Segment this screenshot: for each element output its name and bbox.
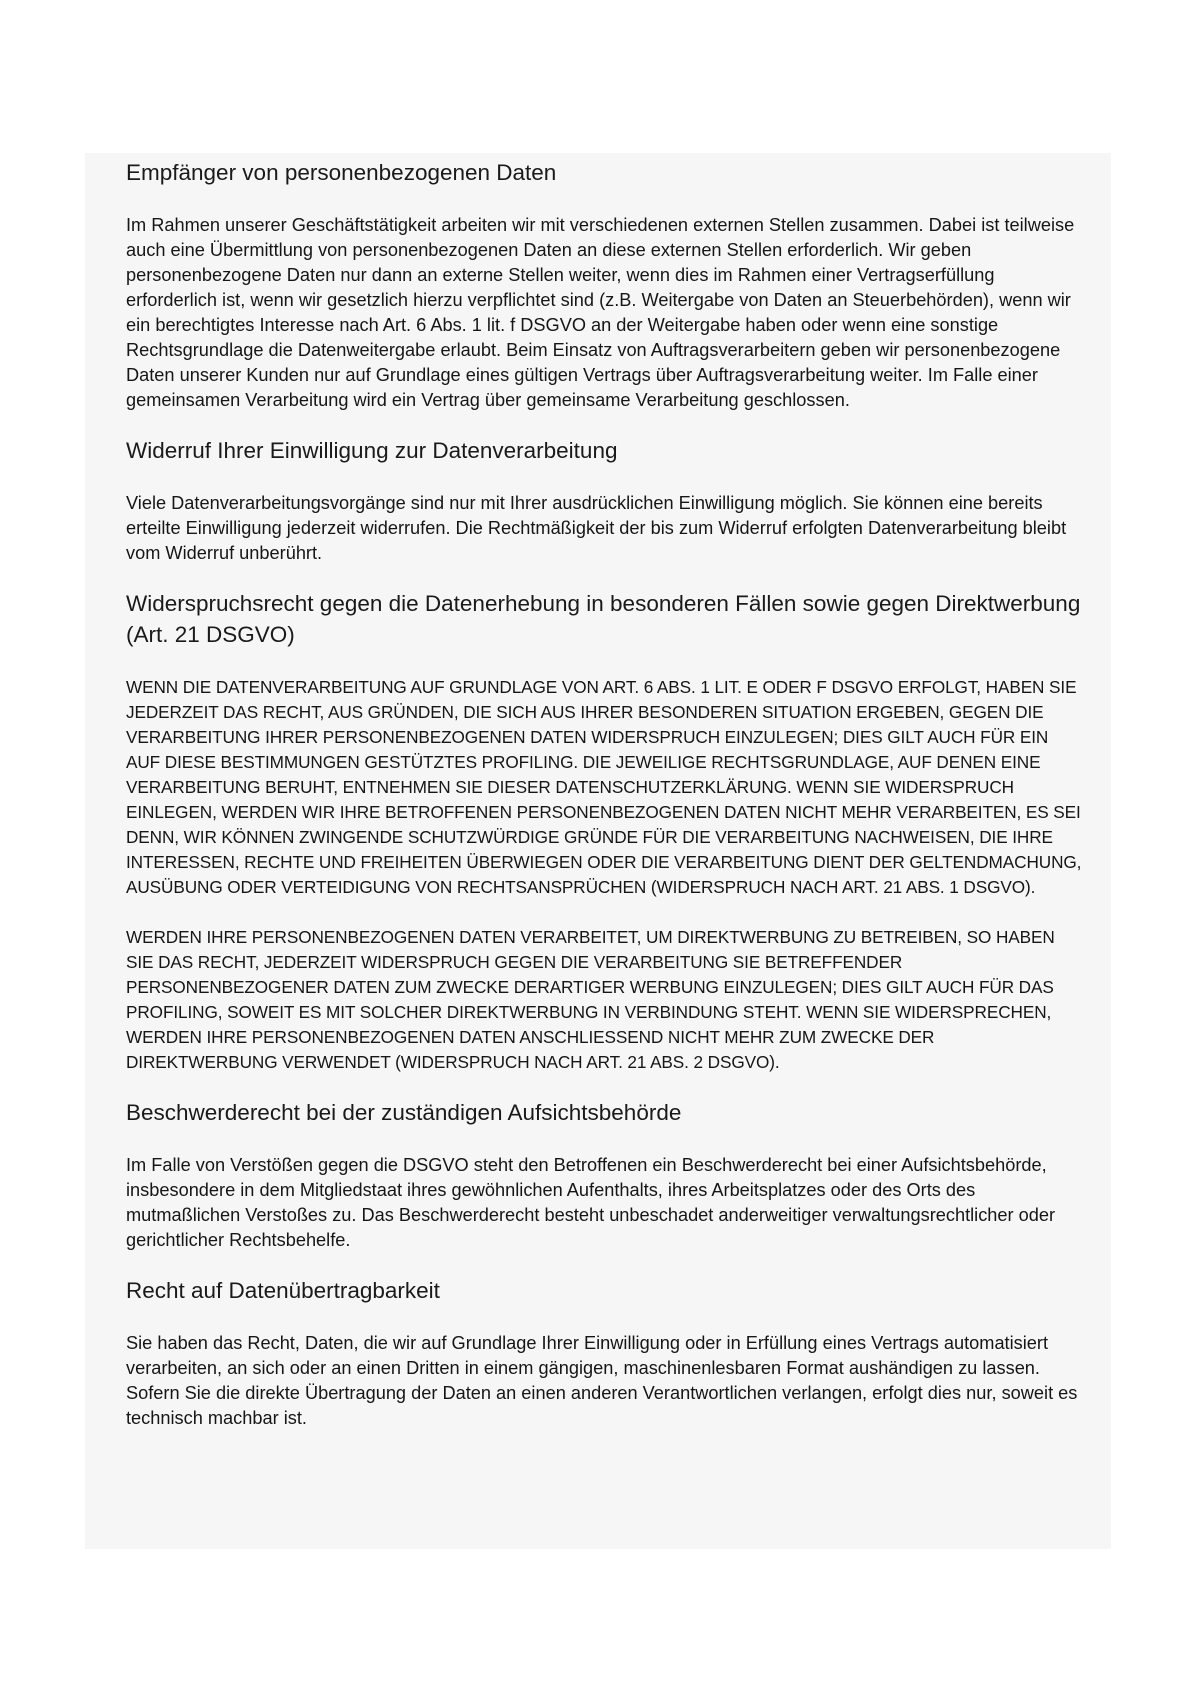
section-beschwerderecht [126, 1097, 1086, 1253]
section-paragraph: WENN DIE DATENVERARBEITUNG AUF GRUNDLAGE VON ART. 6 ABS. 1 LIT. E ODER F DSGVO ERFOLGT, HABEN SIE JEDERZEIT DAS RECHT, AUS GRÜNDEN, DIE SICH AUS IHRER BESONDEREN SITUATION ERGEBEN, GEGEN DIE VERARBEITUNG IHRER PERSONENBEZOGENEN DATEN WIDERSPRUCH EINZULEGEN; DIES GILT AUCH FÜR EIN AUF DIESE BESTIMMUNGEN GESTÜTZTES PROFILING. DIE JEWEILIGE RECHTSGRUNDLAGE, AUF DENEN EINE VERARBEITUNG BERUHT, ENTNEHMEN SIE DIESER DATENSCHUTZERKLÄRUNG. WENN SIE WIDERSPRUCH EINLEGEN, WERDEN WIR IHRE BETROFFENEN PERSONENBEZOGENEN DATEN NICHT MEHR VERARBEITEN, ES SEI DENN, WIR KÖNNEN ZWINGENDE SCHUTZWÜRDIGE GRÜNDE FÜR DIE VERARBEITUNG NACHWEISEN, DIE IHRE INTERESSEN, RECHTE UND FREIHEITEN ÜBERWIEGEN ODER DIE VERARBEITUNG DIENT DER GELTENDMACHUNG, AUSÜBUNG ODER VERTEIDIGUNG VON RECHTSANSPRÜCHEN (WIDERSPRUCH NACH ART. 21 ABS. 1 DSGVO). [126, 677, 1082, 897]
section-heading: Beschwerderecht bei der zuständigen Aufsichtsbehörde [126, 1100, 682, 1125]
section-heading: Empfänger von personenbezogenen Daten [126, 160, 557, 185]
section-paragraph: Viele Datenverarbeitungsvorgänge sind nur mit Ihrer ausdrücklichen Einwilligung möglich. Sie können eine bereits erteilte Einwilligung jederzeit widerrufen. Die Rechtmäßigkeit der bis zum Widerruf erfolgten Datenverarbeitung bleibt vom Widerruf unberührt. [126, 493, 1067, 563]
section-widerspruchsrecht [126, 588, 1086, 1075]
section-heading: Widerruf Ihrer Einwilligung zur Datenverarbeitung [126, 438, 618, 463]
section-datenuebertragbarkeit [126, 1275, 1086, 1431]
section-heading: Recht auf Datenübertragbarkeit [126, 1278, 440, 1303]
section-paragraph: WERDEN IHRE PERSONENBEZOGENEN DATEN VERARBEITET, UM DIREKTWERBUNG ZU BETREIBEN, SO HABEN SIE DAS RECHT, JEDERZEIT WIDERSPRUCH GEGEN DIE VERARBEITUNG SIE BETREFFENDER PERSONENBEZOGENER DATEN ZUM ZWECKE DERARTIGER WERBUNG EINZULEGEN; DIES GILT AUCH FÜR DAS PROFILING, SOWEIT ES MIT SOLCHER DIREKTWERBUNG IN VERBINDUNG STEHT. WENN SIE WIDERSPRECHEN, WERDEN IHRE PERSONENBEZOGENEN DATEN ANSCHLIESSEND NICHT MEHR ZUM ZWECKE DER DIREKTWERBUNG VERWENDET (WIDERSPRUCH NACH ART. 21 ABS. 2 DSGVO). [126, 927, 1055, 1072]
section-empfaenger [126, 157, 1086, 413]
section-widerruf [126, 435, 1086, 566]
privacy-policy-content [126, 157, 1086, 1431]
section-paragraph: Im Falle von Verstößen gegen die DSGVO steht den Betroffenen ein Beschwerderecht bei einer Aufsichtsbehörde, insbesondere in dem Mitgliedstaat ihres gewöhnlichen Aufenthalts, ihres Arbeitsplatzes oder des Orts des mutmaßlichen Verstoßes zu. Das Beschwerderecht besteht unbeschadet anderweitiger verwaltungsrechtlicher oder gerichtlicher Rechtsbehelfe. [126, 1155, 1056, 1250]
section-paragraph: Sie haben das Recht, Daten, die wir auf Grundlage Ihrer Einwilligung oder in Erfüllung eines Vertrags automatisiert verarbeiten, an sich oder an einen Dritten in einem gängigen, maschinenlesbaren Format aushändigen zu lassen. Sofern Sie die direkte Übertragung der Daten an einen anderen Verantwortlichen verlangen, erfolgt dies nur, soweit es technisch machbar ist. [126, 1333, 1078, 1428]
section-heading: Widerspruchsrecht gegen die Datenerhebung in besonderen Fällen sowie gegen Direktwerbung (Art. 21 DSGVO) [126, 591, 1081, 647]
section-paragraph: Im Rahmen unserer Geschäftstätigkeit arbeiten wir mit verschiedenen externen Stellen zusammen. Dabei ist teilweise auch eine Übermittlung von personenbezogenen Daten an diese externen Stellen erforderlich. Wir geben personenbezogene Daten nur dann an externe Stellen weiter, wenn dies im Rahmen einer Vertragserfüllung erforderlich ist, wenn wir gesetzlich hierzu verpflichtet sind (z.B. Weitergabe von Daten an Steuerbehörden), wenn wir ein berechtigtes Interesse nach Art. 6 Abs. 1 lit. f DSGVO an der Weitergabe haben oder wenn eine sonstige Rechtsgrundlage die Datenweitergabe erlaubt. Beim Einsatz von Auftragsverarbeitern geben wir personenbezogene Daten unserer Kunden nur auf Grundlage eines gültigen Vertrags über Auftragsverarbeitung weiter. Im Falle einer gemeinsamen Verarbeitung wird ein Vertrag über gemeinsame Verarbeitung geschlossen. [126, 215, 1075, 410]
